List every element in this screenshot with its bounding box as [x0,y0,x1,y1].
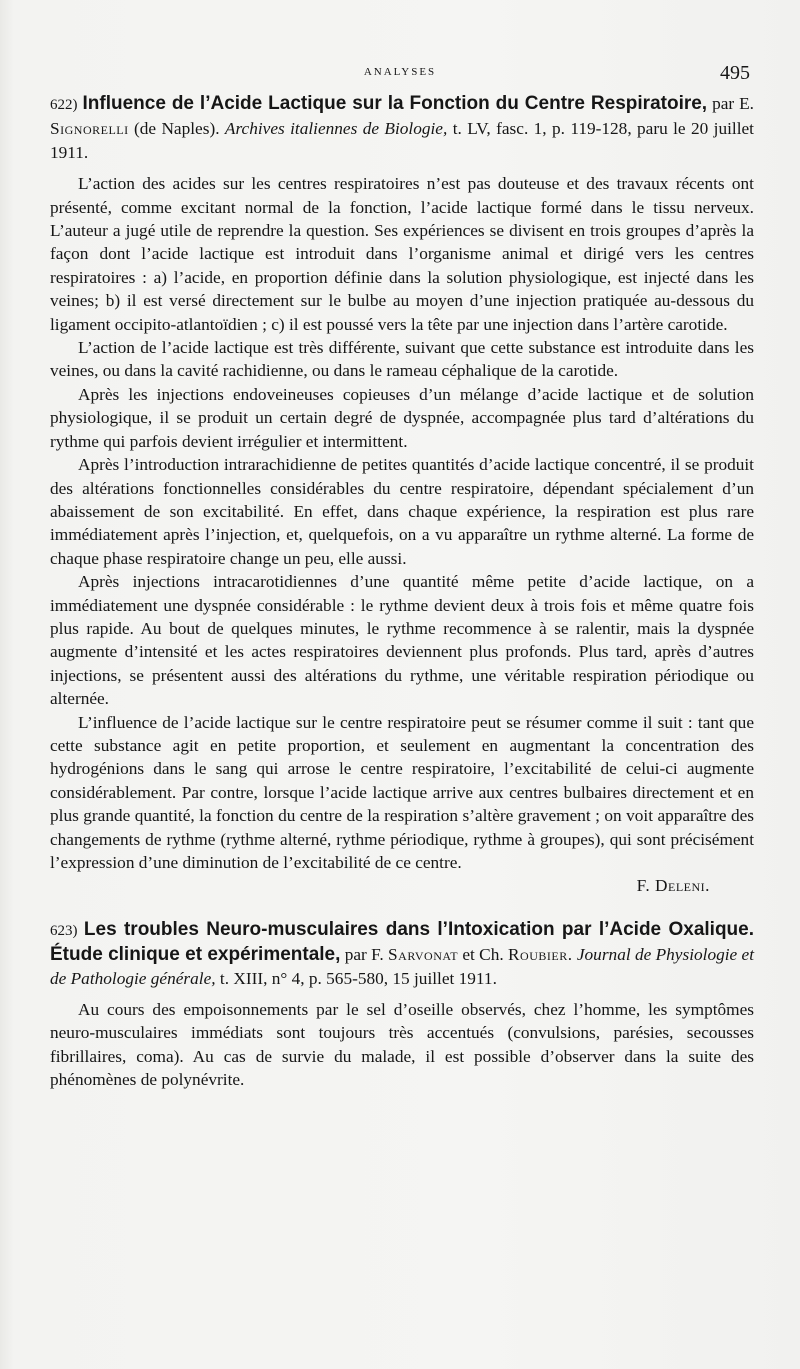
citation-details: t. LV, fasc. 1, p. 119-128, paru le 20 juillet 1911. [50,119,754,162]
author-name: Sarvonat [388,945,459,965]
author-place: (de Naples). [134,119,220,139]
article-623 [50,918,754,1092]
running-head [0,62,800,84]
by-text: par E. [712,94,754,113]
article-number: 622) [50,97,78,113]
paragraph: L’action de l’acide lactique est très différente, suivant que cette substance est introduite dans les veines, ou dans la cavité rachidienne, ou dans le rameau céphalique de la carotide. [50,338,754,381]
journal-name: Archives italiennes de Biologie, [224,119,448,139]
author-name: Signorelli [50,119,129,139]
paragraph: Après l’introduction intrarachidienne de petites quantités d’acide lactique concentré, il se produit des altérations fonctionnelles considérables du centre respiratoire, dépendant spécialement d’un abaissement de son excitabilité. En effet, dans chaque expérience, la respiration est plus rare immédiatement après l’injection, et, quelquefois, on a vu apparaître un rythme alterné. La forme de chaque phase respiratoire change un peu, elle aussi. [50,455,754,568]
paragraph: L’influence de l’acide lactique sur le centre respiratoire peut se résumer comme il suit : tant que cette substance agit en petite proportion, et seulement en augmentant la concentration des hydrogénions dans le sang qui arrose le centre respiratoire, l’excitabilité de celui-ci augmente considérablement. Par contre, lorsque l’acide lactique arrive aux centres bulbaires directement et en plus grande quantité, la fonction du centre de la respiration s’altère gravement ; on voit apparaître des changements de rythme (rythme alterné, rythme périodique, rythme à groupes), qui sont précisément l’expression d’une diminution de l’excitabilité de ce centre. [50,712,754,872]
journal-name: Journal de Physiologie et de Pathologie générale, [50,945,755,988]
page-number: 495 [720,62,750,84]
article-heading [50,92,754,164]
reviewer-signature: F. Deleni. [636,876,710,896]
article-title: Les troubles Neuro-musculaires dans l’Intoxication par l’Acide Oxalique. Étude clinique et expérimentale, [50,918,754,966]
article-622 [50,92,754,898]
page-content [50,92,754,1092]
article-heading [50,918,754,990]
article-title: Influence de l’Acide Lactique sur la Fonction du Centre Respiratoire, [82,93,708,114]
second-author-name: Roubier. [508,945,573,965]
paragraph: Au cours des empoisonnements par le sel d’oseille observés, chez l’homme, les symptômes neuro-musculaires immédiats sont toujours très accentués (convulsions, parésies, secousses fibrillaires, coma). Au cas de survie du malade, il est possible d’observer dans la suite des phénomènes de polynévrite. [50,1000,754,1090]
by-text: par F. [344,945,384,965]
article-number: 623) [50,922,78,939]
paragraph: Après les injections endoveineuses copieuses d’un mélange d’acide lactique et de solution physiologique, il se produit un certain degré de dyspnée, accompagnée plus tard d’altérations du rythme qui parfois devient irrégulier et intermittent. [50,384,754,451]
paragraph: Après injections intracarotidiennes d’une quantité même petite d’acide lactique, on a immédiatement une dyspnée considérable : le rythme devient deux à trois fois et même quatre fois plus rapide. Au bout de quelques minutes, le rythme recommence à se ralentir, mais la dyspnée augmente d’intensité et les actes respiratoires deviennent plus profonds. Plus tard, après d’autres injections, se présentent aussi des altérations du rythme, une véritable respiration périodique ou alternée. [50,572,754,709]
signature-line [50,874,754,897]
author-connector: et Ch. [462,945,504,965]
running-title: ANALYSES [363,66,437,78]
citation-details: t. XIII, n° 4, p. 565-580, 15 juillet 1911. [219,968,497,988]
paragraph: L’action des acides sur les centres respiratoires n’est pas douteuse et des travaux récents ont présenté, comme excitant normal de la fonction, l’acide lactique formé dans le tissu nerveux. L’auteur a jugé utile de reprendre la question. Ses expériences se divisent en trois groupes d’après la façon dont l’acide lactique est introduit dans l’organisme animal et dirigé vers les centres respiratoires : a) l’acide, en proportion définie dans la solution physiologique, est injecté dans les veines; b) il est versé directement sur le bulbe au moyen d’une injection pratiquée au-dessous du ligament occipito-atlantoïdien ; c) il est poussé vers la tête par une injection dans l’artère carotide. [50,174,754,334]
